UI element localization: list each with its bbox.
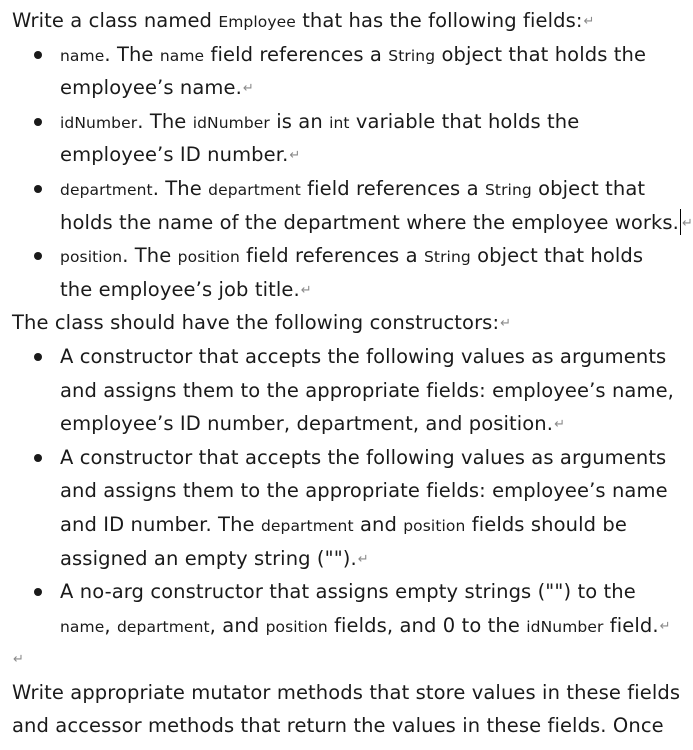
text-run: The class should have the following constructors:: [12, 311, 500, 335]
bullet-item-department-field-cont[interactable]: [12, 206, 693, 240]
code-idnumber: idNumber: [60, 113, 138, 132]
text-run: the employee’s job title.: [60, 277, 300, 301]
bullet-item-department-field[interactable]: [12, 172, 652, 206]
bullet-item-position-field-cont[interactable]: [12, 273, 652, 307]
methods-paragraph-cont[interactable]: [12, 709, 664, 743]
text-run: A no-arg constructor that assigns empty strings ("") to the: [60, 580, 636, 604]
code-department: department: [116, 617, 210, 636]
text-run: A constructor that accepts the following values as arguments: [60, 344, 667, 368]
code-int: int: [329, 113, 350, 132]
code-idnumber: idNumber: [192, 113, 270, 132]
methods-paragraph[interactable]: [12, 676, 681, 710]
text-run: object that holds: [470, 244, 644, 268]
text-run: holds the name of the department where the employee works.: [60, 210, 679, 234]
text-run: ,: [104, 613, 117, 637]
paragraph-mark-icon: ↵: [300, 282, 312, 298]
text-run: , and: [209, 613, 266, 637]
text-run: that has the following fields:: [295, 9, 583, 32]
paragraph-mark-icon: ↵: [583, 14, 595, 29]
text-run: Write appropriate mutator methods that store values in these fields: [12, 680, 681, 704]
paragraph-mark-icon: ↵: [681, 215, 693, 231]
code-string: String: [388, 46, 436, 65]
text-run: and: [353, 512, 404, 536]
bullet-item-constructor-1-cont[interactable]: [12, 374, 674, 408]
bullet-item-constructor-3[interactable]: [12, 575, 652, 609]
paragraph-mark-icon: ↵: [13, 652, 24, 668]
intro-paragraph[interactable]: [12, 4, 652, 38]
text-run: object that: [531, 176, 646, 200]
text-run: fields, and 0 to the: [327, 613, 527, 637]
text-run: and accessor methods that return the values in these fields. Once: [12, 714, 664, 738]
text-run: field.: [603, 613, 659, 637]
text-run: field references a: [239, 244, 424, 268]
constructors-paragraph[interactable]: [12, 306, 652, 340]
text-run: field references a: [204, 42, 389, 66]
code-name: name: [60, 617, 105, 636]
text-run: employee’s ID number.: [60, 143, 289, 167]
bullet-item-name-field[interactable]: [12, 38, 652, 72]
text-run: employee’s ID number, department, and position.: [60, 412, 554, 436]
text-run: Write a class named: [12, 9, 219, 32]
text-run: and assigns them to the appropriate fields: employee’s name,: [60, 378, 674, 402]
code-employee: Employee: [218, 13, 296, 31]
text-run: assigned an empty string ("").: [60, 546, 357, 570]
paragraph-mark-icon: ↵: [242, 81, 254, 97]
code-department: department: [208, 180, 301, 199]
bullet-icon: [34, 454, 42, 462]
text-run: . The: [104, 42, 160, 66]
bullet-icon: [34, 51, 42, 59]
code-department: department: [60, 180, 153, 199]
code-string: String: [423, 248, 471, 267]
paragraph-mark-icon: ↵: [289, 148, 301, 164]
text-run: . The: [137, 109, 193, 133]
bullet-item-constructor-2[interactable]: [12, 441, 667, 475]
bullet-item-constructor-1-cont[interactable]: [12, 407, 652, 441]
bullet-item-constructor-2-cont[interactable]: [12, 542, 652, 576]
code-name: name: [159, 46, 205, 65]
bullet-icon: [34, 353, 42, 361]
bullet-item-idnumber-field-cont[interactable]: [12, 138, 652, 172]
text-run: A constructor that accepts the following values as arguments: [60, 445, 667, 469]
text-run: object that holds the: [435, 42, 647, 66]
text-run: and ID number. The: [60, 512, 261, 536]
paragraph-mark-icon: ↵: [500, 316, 512, 332]
text-run: fields should be: [465, 512, 627, 536]
code-position: position: [60, 248, 123, 267]
text-run: and assigns them to the appropriate fields: employee’s name: [60, 479, 668, 503]
bullet-icon: [34, 588, 42, 596]
code-position: position: [177, 248, 240, 267]
bullet-item-constructor-2-cont[interactable]: [12, 474, 668, 508]
bullet-item-idnumber-field[interactable]: [12, 105, 652, 139]
paragraph-mark-icon: ↵: [554, 417, 566, 433]
code-position: position: [265, 617, 328, 636]
code-name: name: [60, 46, 105, 65]
bullet-item-constructor-2-cont[interactable]: [12, 508, 652, 542]
bullet-item-position-field[interactable]: [12, 239, 652, 273]
bullet-item-name-field-cont[interactable]: [12, 71, 652, 105]
text-run: variable that holds the: [349, 109, 580, 133]
bullet-item-constructor-3-cont[interactable]: [12, 609, 671, 643]
bullet-item-constructor-1[interactable]: [12, 340, 667, 374]
text-run: . The: [152, 176, 209, 200]
text-run: . The: [122, 244, 178, 268]
empty-paragraph[interactable]: [12, 642, 652, 676]
bullet-icon: [34, 185, 42, 193]
paragraph-mark-icon: ↵: [659, 618, 671, 634]
paragraph-mark-icon: ↵: [357, 551, 369, 567]
text-cursor: [680, 209, 681, 235]
bullet-icon: [34, 252, 42, 260]
text-run: is an: [269, 109, 330, 133]
code-position: position: [403, 516, 466, 535]
text-run: field references a: [300, 176, 485, 200]
code-idnumber: idNumber: [526, 617, 604, 636]
bullet-icon: [34, 118, 42, 126]
document-body[interactable]: [12, 4, 693, 743]
code-department: department: [260, 516, 354, 535]
text-run: employee’s name.: [60, 76, 242, 100]
code-string: String: [484, 180, 532, 199]
